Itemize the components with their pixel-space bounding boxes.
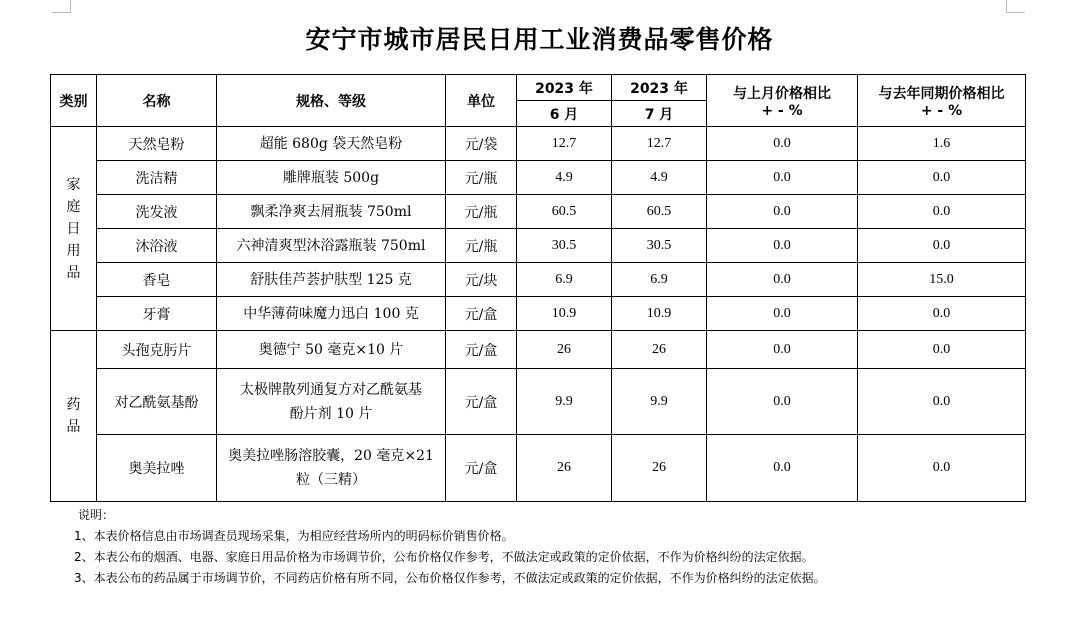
col-header-july-month: 7 月: [612, 101, 707, 127]
item-name-cell: 对乙酰氨基酚: [97, 369, 217, 435]
mom-change-cell: 0.0: [707, 229, 858, 263]
mom-change-cell: 0.0: [707, 263, 858, 297]
category-char: 品: [66, 419, 81, 435]
price-table: [50, 74, 1026, 502]
item-spec-cell: 舒肤佳芦荟护肤型 125 克: [217, 263, 446, 297]
col-header-unit: 单位: [446, 75, 517, 127]
item-spec-cell: [217, 435, 446, 502]
price-june-cell: 26: [517, 435, 612, 502]
table-row: [51, 369, 1026, 435]
price-june-cell: 6.9: [517, 263, 612, 297]
col-header-yoy-line2: + - %: [920, 102, 963, 119]
category-cell: [51, 127, 97, 331]
item-unit-cell: 元/盒: [446, 297, 517, 331]
table-row: [51, 297, 1026, 331]
mom-change-cell: 0.0: [707, 195, 858, 229]
price-june-cell: 9.9: [517, 369, 612, 435]
item-unit-cell: 元/瓶: [446, 161, 517, 195]
item-spec-cell: 中华薄荷味魔力迅白 100 克: [217, 297, 446, 331]
yoy-change-cell: 0.0: [858, 331, 1026, 369]
item-name-cell: 香皂: [97, 263, 217, 297]
price-july-cell: 4.9: [612, 161, 707, 195]
table-row: [51, 263, 1026, 297]
item-name-cell: 沐浴液: [97, 229, 217, 263]
price-july-cell: 60.5: [612, 195, 707, 229]
price-july-cell: 9.9: [612, 369, 707, 435]
mom-change-cell: 0.0: [707, 331, 858, 369]
yoy-change-cell: 0.0: [858, 229, 1026, 263]
yoy-change-cell: 0.0: [858, 297, 1026, 331]
col-header-mom-line1: 与上月价格相比: [733, 85, 831, 102]
item-unit-cell: 元/块: [446, 263, 517, 297]
item-unit-cell: 元/袋: [446, 127, 517, 161]
page-corner-mark-left: [52, 0, 71, 13]
note-item-2: 2、本表公布的烟酒、电器、家庭日用品价格为市场调节价，公布价格仅作参考，不做法定或政策的定价依据，不作为价格纠纷的法定依据。: [74, 550, 814, 564]
item-name-cell: 牙膏: [97, 297, 217, 331]
price-june-cell: 4.9: [517, 161, 612, 195]
category-cell: [51, 331, 97, 502]
yoy-change-cell: 0.0: [858, 369, 1026, 435]
item-spec-cell: [217, 369, 446, 435]
table-row: [51, 127, 1026, 161]
table-row: [51, 331, 1026, 369]
col-header-mom-line2: + - %: [761, 102, 803, 119]
yoy-change-cell: 0.0: [858, 161, 1026, 195]
mom-change-cell: 0.0: [707, 297, 858, 331]
col-header-category: 类别: [51, 75, 97, 127]
price-july-cell: 12.7: [612, 127, 707, 161]
price-july-cell: 6.9: [612, 263, 707, 297]
col-header-july-year: 2023 年: [612, 75, 707, 101]
item-unit-cell: 元/盒: [446, 331, 517, 369]
header-row-top: [51, 75, 1026, 101]
item-name-cell: 天然皂粉: [97, 127, 217, 161]
price-june-cell: 12.7: [517, 127, 612, 161]
table-row: [51, 195, 1026, 229]
category-char: 日: [66, 220, 81, 237]
price-july-cell: 10.9: [612, 297, 707, 331]
item-name-cell: 洗发液: [97, 195, 217, 229]
mom-change-cell: 0.0: [707, 435, 858, 502]
yoy-change-cell: 0.0: [858, 195, 1026, 229]
item-spec-line: 奥美拉唑肠溶胶囊，20 毫克×21: [228, 448, 434, 464]
category-char: 庭: [66, 198, 81, 215]
price-june-cell: 60.5: [517, 195, 612, 229]
price-july-cell: 30.5: [612, 229, 707, 263]
page-corner-mark-right: [1006, 0, 1025, 13]
item-unit-cell: 元/盒: [446, 369, 517, 435]
item-spec-cell: 飘柔净爽去屑瓶装 750ml: [217, 195, 446, 229]
price-july-cell: 26: [612, 331, 707, 369]
notes-section: [74, 505, 826, 589]
notes-header: 说明：: [78, 508, 115, 522]
mom-change-cell: 0.0: [707, 127, 858, 161]
table-row: [51, 229, 1026, 263]
item-unit-cell: 元/瓶: [446, 195, 517, 229]
col-header-spec: 规格、等级: [217, 75, 446, 127]
note-item-3: 3、本表公布的药品属于市场调节价，不同药店价格有所不同，公布价格仅作参考，不做法定或政策的定价依据，不作为价格纠纷的法定依据。: [74, 571, 826, 585]
page-title: 安宁市城市居民日用工业消费品零售价格: [305, 25, 774, 54]
col-header-name: 名称: [97, 75, 217, 127]
item-spec-cell: 超能 680g 袋天然皂粉: [217, 127, 446, 161]
price-july-cell: 26: [612, 435, 707, 502]
item-spec-cell: 奥德宁 50 毫克×10 片: [217, 331, 446, 369]
col-header-yoy: [858, 75, 1026, 127]
category-char: 家: [66, 176, 81, 193]
table-row: [51, 161, 1026, 195]
mom-change-cell: 0.0: [707, 161, 858, 195]
yoy-change-cell: 1.6: [858, 127, 1026, 161]
item-spec-cell: 雕牌瓶装 500g: [217, 161, 446, 195]
item-name-cell: 洗洁精: [97, 161, 217, 195]
col-header-mom: [707, 75, 858, 127]
col-header-yoy-line1: 与去年同期价格相比: [878, 85, 1005, 102]
item-unit-cell: 元/盒: [446, 435, 517, 502]
item-spec-cell: 六神清爽型沐浴露瓶装 750ml: [217, 229, 446, 263]
price-june-cell: 26: [517, 331, 612, 369]
category-char: 品: [66, 264, 81, 281]
col-header-june-year: 2023 年: [517, 75, 612, 101]
item-unit-cell: 元/瓶: [446, 229, 517, 263]
price-june-cell: 10.9: [517, 297, 612, 331]
price-june-cell: 30.5: [517, 229, 612, 263]
item-name-cell: 奥美拉唑: [97, 435, 217, 502]
item-spec-line: 粒（三精）: [296, 472, 366, 488]
col-header-june-month: 6 月: [517, 101, 612, 127]
note-item-1: 1、本表价格信息由市场调查员现场采集，为相应经营场所内的明码标价销售价格。: [74, 529, 514, 543]
item-spec-line: 酚片剂 10 片: [289, 405, 373, 422]
category-char: 用: [66, 242, 81, 259]
item-name-cell: 头孢克肟片: [97, 331, 217, 369]
category-char: 药: [66, 397, 81, 413]
item-spec-line: 太极牌散列通复方对乙酰氨基: [240, 381, 422, 398]
table-row: [51, 435, 1026, 502]
yoy-change-cell: 15.0: [858, 263, 1026, 297]
yoy-change-cell: 0.0: [858, 435, 1026, 502]
mom-change-cell: 0.0: [707, 369, 858, 435]
